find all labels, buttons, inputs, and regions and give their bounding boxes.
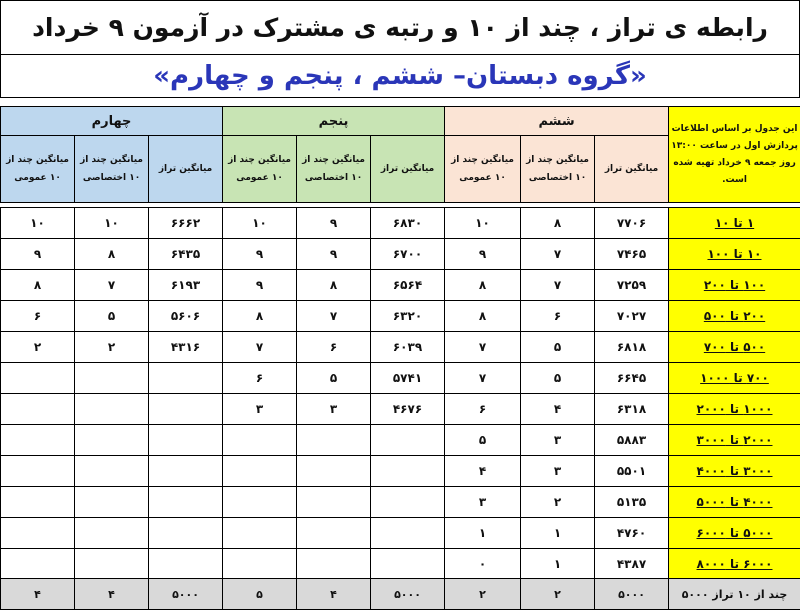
col-header-taraz: میانگین تراز	[149, 136, 223, 203]
rank-range-cell: ۱۰ تا ۱۰۰	[669, 239, 800, 270]
footer-row	[1, 579, 800, 610]
value-cell: ۴۶۷۶	[371, 394, 445, 425]
rank-range-cell: ۶۰۰۰ تا ۸۰۰۰	[669, 549, 800, 580]
value-cell: ۴۳۸۷	[595, 549, 669, 580]
table-row	[1, 549, 800, 580]
value-cell: ۶	[1, 301, 75, 332]
value-cell	[1, 456, 75, 487]
col-header-taraz: میانگین تراز	[371, 136, 445, 203]
value-cell: ۱۰	[445, 208, 521, 239]
value-cell: ۶۷۰۰	[371, 239, 445, 270]
table-row	[1, 425, 800, 456]
rank-range-cell: ۳۰۰۰ تا ۴۰۰۰	[669, 456, 800, 487]
value-cell: ۶	[297, 332, 371, 363]
table-row	[1, 487, 800, 518]
value-cell	[149, 487, 223, 518]
value-cell: ۸	[1, 270, 75, 301]
value-cell	[371, 456, 445, 487]
value-cell	[149, 425, 223, 456]
table-row	[1, 394, 800, 425]
value-cell: ۷۲۵۹	[595, 270, 669, 301]
footer-cell: ۵۰۰۰	[371, 579, 445, 610]
value-cell: ۸	[75, 239, 149, 270]
value-cell: ۶۱۹۳	[149, 270, 223, 301]
value-cell	[223, 425, 297, 456]
value-cell: ۱۰	[75, 208, 149, 239]
value-cell: ۶۴۳۵	[149, 239, 223, 270]
col-header-taraz: میانگین تراز	[595, 136, 669, 203]
page-subtitle: «گروه دبستان– ششم ، پنجم و چهارم»	[0, 54, 800, 98]
value-cell: ۷۰۲۷	[595, 301, 669, 332]
footer-cell: ۴	[1, 579, 75, 610]
value-cell: ۶	[223, 363, 297, 394]
value-cell: ۱	[521, 518, 595, 549]
footer-cell: ۴	[297, 579, 371, 610]
value-cell: ۳	[223, 394, 297, 425]
value-cell: ۷	[521, 270, 595, 301]
value-cell: ۵۸۸۳	[595, 425, 669, 456]
table-row	[1, 456, 800, 487]
value-cell: ۵	[297, 363, 371, 394]
value-cell: ۱	[521, 549, 595, 580]
value-cell	[371, 518, 445, 549]
value-cell: ۶۳۲۰	[371, 301, 445, 332]
value-cell: ۹	[1, 239, 75, 270]
value-cell	[149, 363, 223, 394]
value-cell	[297, 487, 371, 518]
table-row	[1, 208, 800, 239]
value-cell: ۲	[75, 332, 149, 363]
value-cell	[223, 518, 297, 549]
value-cell: ۵۷۴۱	[371, 363, 445, 394]
footer-cell: ۵۰۰۰	[149, 579, 223, 610]
value-cell: ۹	[223, 239, 297, 270]
col-header-omoomi: میانگین چند از ۱۰ عمومی	[1, 136, 75, 203]
value-cell: ۵۱۳۵	[595, 487, 669, 518]
value-cell: ۵۵۰۱	[595, 456, 669, 487]
value-cell	[75, 487, 149, 518]
value-cell: ۱۰	[1, 208, 75, 239]
rank-range-cell: ۱۰۰۰ تا ۲۰۰۰	[669, 394, 800, 425]
value-cell: ۸	[521, 208, 595, 239]
value-cell: ۶۶۶۲	[149, 208, 223, 239]
value-cell: ۴۷۶۰	[595, 518, 669, 549]
value-cell: ۵	[75, 301, 149, 332]
value-cell: ۷۴۶۵	[595, 239, 669, 270]
table-rows	[1, 208, 800, 580]
value-cell	[75, 549, 149, 580]
header-table	[0, 106, 800, 203]
value-cell: ۷	[521, 239, 595, 270]
value-cell	[371, 487, 445, 518]
value-cell: ۷	[445, 332, 521, 363]
value-cell: ۵۶۰۶	[149, 301, 223, 332]
value-cell: ۷۷۰۶	[595, 208, 669, 239]
table-row	[1, 363, 800, 394]
value-cell: ۶۳۱۸	[595, 394, 669, 425]
value-cell	[75, 363, 149, 394]
rank-range-cell: ۱ تا ۱۰	[669, 208, 800, 239]
value-cell: ۳	[521, 425, 595, 456]
value-cell	[149, 549, 223, 580]
col-header-ekhtesasi: میانگین چند از ۱۰ اختصاصی	[75, 136, 149, 203]
value-cell	[1, 518, 75, 549]
value-cell: ۳	[297, 394, 371, 425]
value-cell	[1, 549, 75, 580]
value-cell	[149, 394, 223, 425]
col-header-omoomi: میانگین چند از ۱۰ عمومی	[223, 136, 297, 203]
value-cell: ۶۶۴۵	[595, 363, 669, 394]
value-cell: ۳	[445, 487, 521, 518]
value-cell: ۹	[297, 208, 371, 239]
value-cell: ۶۸۳۰	[371, 208, 445, 239]
value-cell: ۹	[297, 239, 371, 270]
value-cell: ۱۰	[223, 208, 297, 239]
value-cell: ۳	[521, 456, 595, 487]
table-row	[1, 239, 800, 270]
group-header-6: ششم	[445, 107, 669, 136]
value-cell: ۸	[223, 301, 297, 332]
footer-cell: ۲	[521, 579, 595, 610]
value-cell	[75, 518, 149, 549]
value-cell	[223, 487, 297, 518]
value-cell: ۸	[445, 301, 521, 332]
value-cell	[371, 549, 445, 580]
col-header-ekhtesasi: میانگین چند از ۱۰ اختصاصی	[521, 136, 595, 203]
footer-cell: ۵۰۰۰	[595, 579, 669, 610]
value-cell	[297, 456, 371, 487]
value-cell: ۸	[445, 270, 521, 301]
rank-range-cell: ۷۰۰ تا ۱۰۰۰	[669, 363, 800, 394]
value-cell	[149, 518, 223, 549]
value-cell	[297, 518, 371, 549]
value-cell: ۷	[297, 301, 371, 332]
table-row	[1, 270, 800, 301]
value-cell	[75, 394, 149, 425]
table-row	[1, 332, 800, 363]
value-cell: ۶	[521, 301, 595, 332]
value-cell	[75, 456, 149, 487]
value-cell: ۱	[445, 518, 521, 549]
value-cell: ۴۳۱۶	[149, 332, 223, 363]
col-header-omoomi: میانگین چند از ۱۰ عمومی	[445, 136, 521, 203]
value-cell: ۹	[223, 270, 297, 301]
rank-range-cell: ۵۰۰۰ تا ۶۰۰۰	[669, 518, 800, 549]
value-cell	[75, 425, 149, 456]
rank-range-cell: ۲۰۰۰ تا ۳۰۰۰	[669, 425, 800, 456]
value-cell	[223, 549, 297, 580]
value-cell	[297, 425, 371, 456]
value-cell: ۶۸۱۸	[595, 332, 669, 363]
value-cell: ۴	[521, 394, 595, 425]
value-cell: ۶	[445, 394, 521, 425]
page-title: رابطه ی تراز ، چند از ۱۰ و رتبه ی مشترک در آزمون ۹ خرداد	[0, 0, 800, 54]
value-cell: ۲	[1, 332, 75, 363]
value-cell	[223, 456, 297, 487]
value-cell	[371, 425, 445, 456]
value-cell	[1, 487, 75, 518]
value-cell: ۷	[75, 270, 149, 301]
value-cell: ۴	[445, 456, 521, 487]
table-row	[1, 518, 800, 549]
table-row	[1, 301, 800, 332]
footer-table	[0, 578, 800, 610]
value-cell: ۵	[521, 363, 595, 394]
footer-label: چند از ۱۰ تراز ۵۰۰۰	[669, 579, 800, 610]
footer-cell: ۲	[445, 579, 521, 610]
value-cell	[1, 425, 75, 456]
rank-range-cell: ۲۰۰ تا ۵۰۰	[669, 301, 800, 332]
value-cell	[149, 456, 223, 487]
footer-cell: ۴	[75, 579, 149, 610]
group-header-4: چهارم	[1, 107, 223, 136]
value-cell: ۷	[223, 332, 297, 363]
group-header-5: پنجم	[223, 107, 445, 136]
rank-range-cell: ۵۰۰ تا ۷۰۰	[669, 332, 800, 363]
value-cell: ۲	[521, 487, 595, 518]
rank-range-cell: ۴۰۰۰ تا ۵۰۰۰	[669, 487, 800, 518]
value-cell: ۸	[297, 270, 371, 301]
value-cell	[297, 549, 371, 580]
value-cell: ۵	[521, 332, 595, 363]
value-cell: ۰	[445, 549, 521, 580]
value-cell: ۷	[445, 363, 521, 394]
value-cell	[1, 363, 75, 394]
value-cell: ۵	[445, 425, 521, 456]
info-note: این جدول بر اساس اطلاعات پردازش اول در ساعت ۱۳:۰۰ روز جمعه ۹ خرداد تهیه شده است.	[669, 107, 800, 203]
rank-range-cell: ۱۰۰ تا ۲۰۰	[669, 270, 800, 301]
value-cell	[1, 394, 75, 425]
value-cell: ۶۵۶۴	[371, 270, 445, 301]
body-table	[0, 207, 800, 580]
footer-cell: ۵	[223, 579, 297, 610]
col-header-ekhtesasi: میانگین چند از ۱۰ اختصاصی	[297, 136, 371, 203]
value-cell: ۹	[445, 239, 521, 270]
value-cell: ۶۰۳۹	[371, 332, 445, 363]
